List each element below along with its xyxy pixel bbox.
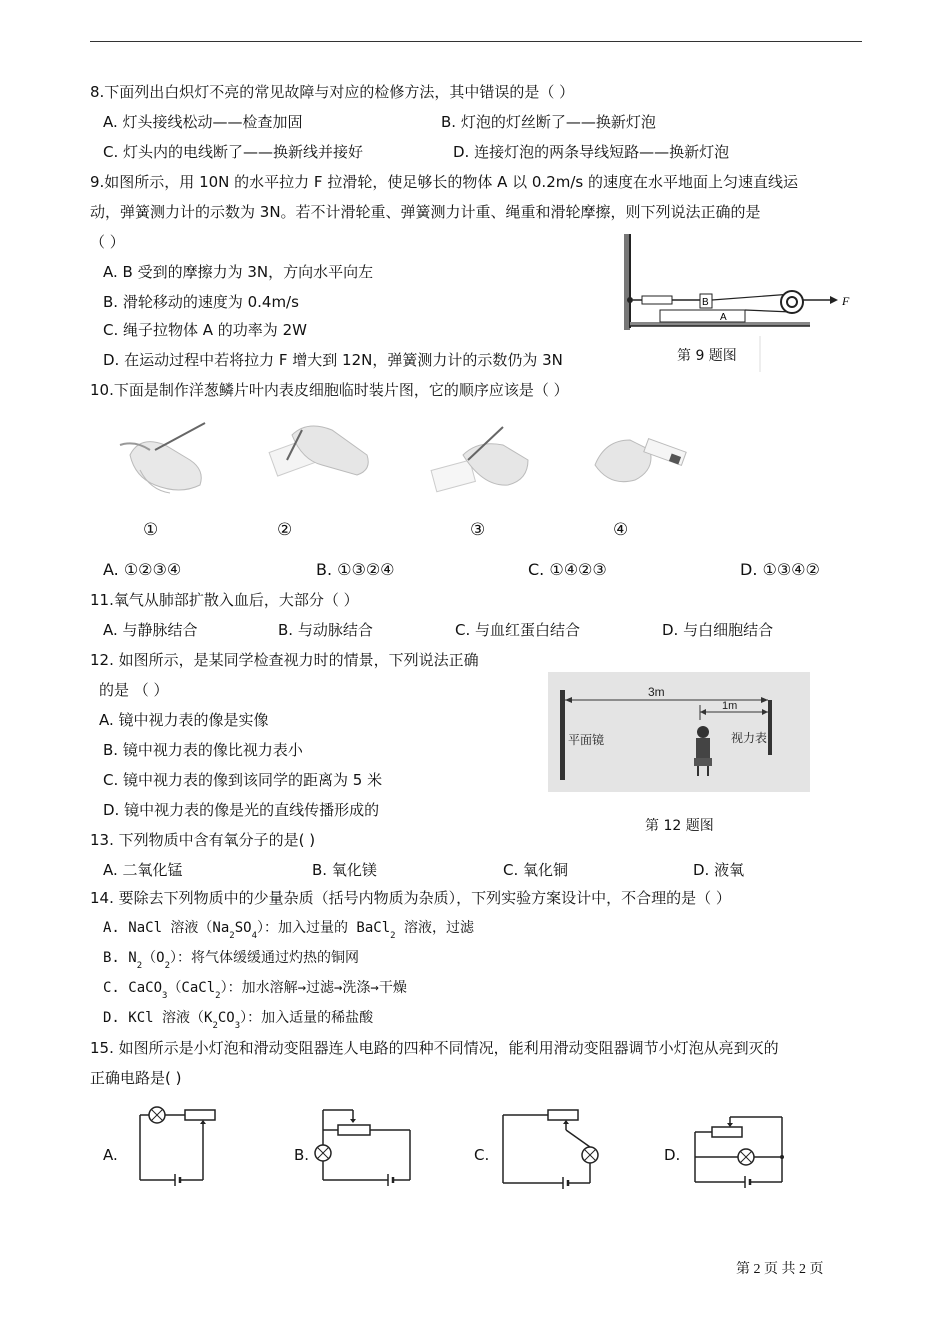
q10-label-3: ③ <box>470 520 486 540</box>
q12-option-b: B. 镜中视力表的像比视力表小 <box>103 741 303 759</box>
q8-option-c: C. 灯头内的电线断了——换新线并接好 <box>103 143 364 161</box>
q9-fig-label-b: B <box>702 297 709 308</box>
q8-option-b: B. 灯泡的灯丝断了——换新灯泡 <box>441 113 656 131</box>
q9-option-d: D. 在运动过程中若将拉力 F 增大到 12N，弹簧测力计的示数仍为 3N <box>103 351 563 369</box>
q9-stem-line1: 9.如图所示，用 10N 的水平拉力 F 拉滑轮，使足够长的物体 A 以 0.2m/s 的速度在水平地面上匀速直线运 <box>90 173 798 191</box>
q9-option-c: C. 绳子拉物体 A 的功率为 2W <box>103 321 307 339</box>
q15-label-c: C. <box>474 1146 490 1164</box>
q13-option-b: B. 氧化镁 <box>312 861 377 879</box>
q14-stem: 14. 要除去下列物质中的少量杂质（括号内物质为杂质），下列实验方案设计中，不合理的是（ ） <box>90 889 731 907</box>
q9-answer-paren: （ ） <box>90 233 125 251</box>
q11-option-b: B. 与动脉结合 <box>278 621 373 639</box>
q10-option-b: B. ①③②④ <box>316 560 395 579</box>
q12-figure-caption: 第 12 题图 <box>645 818 714 834</box>
q15-circuit-a <box>135 1100 225 1195</box>
q12-stem-line1: 12. 如图所示，是某同学检查视力时的情景，下列说法正确 <box>90 651 479 669</box>
q12-fig-mirror: 平面镜 <box>568 733 605 747</box>
q10-step-3-image <box>428 415 533 505</box>
q15-label-d: D. <box>664 1146 681 1164</box>
q10-label-2: ② <box>277 520 293 540</box>
q15-label-a: A. <box>103 1146 118 1164</box>
q15-circuit-b <box>308 1105 418 1195</box>
header-rule <box>90 41 862 42</box>
q12-fig-chart: 视力表 <box>731 731 768 745</box>
q10-label-4: ④ <box>613 520 629 540</box>
q9-option-b: B. 滑轮移动的速度为 0.4m/s <box>103 293 299 311</box>
q14-option-c: C. CaCO$_3$（CaCl$_2$）：加水溶解→过滤→洗涤→干燥 <box>103 980 407 1001</box>
q9-fig-label-f: F <box>842 294 850 308</box>
q12-option-c: C. 镜中视力表的像到该同学的距离为 5 米 <box>103 771 383 789</box>
q11-stem: 11.氧气从肺部扩散入血后，大部分（ ） <box>90 591 359 609</box>
q10-option-a: A. ①②③④ <box>103 560 182 579</box>
q12-fig-1m: 1m <box>722 700 738 712</box>
q10-step-2-image <box>262 415 377 505</box>
q12-stem-line2: 的是 （ ） <box>99 681 169 699</box>
q10-step-4-image <box>590 415 700 505</box>
q12-figure <box>548 672 810 792</box>
q15-label-b: B. <box>294 1146 310 1164</box>
q15-circuit-d <box>690 1112 790 1197</box>
q13-option-a: A. 二氧化锰 <box>103 861 183 879</box>
q10-label-1: ① <box>143 520 159 540</box>
q13-stem: 13. 下列物质中含有氧分子的是( ) <box>90 831 316 849</box>
q15-stem-line2: 正确电路是( ) <box>90 1069 182 1087</box>
q9-figure-caption: 第 9 题图 <box>677 348 737 364</box>
q14-option-a: A. NaCl 溶液$(Na_2SO_4)$：加入过量的 BaCl$_2$ 溶液，过滤 <box>103 920 475 941</box>
q15-stem-line1: 15. 如图所示是小灯泡和滑动变阻器连人电路的四种不同情况，能利用滑动变阻器调节小灯泡从亮到灭的 <box>90 1039 779 1057</box>
q11-option-a: A. 与静脉结合 <box>103 621 198 639</box>
q10-stem: 10.下面是制作洋葱鳞片叶内表皮细胞临时装片图，它的顺序应该是（ ） <box>90 381 569 399</box>
q9-stem-line2: 动，弹簧测力计的示数为 3N。若不计滑轮重、弹簧测力计重、绳重和滑轮摩擦，则下列说法正确的是 <box>90 203 761 221</box>
q14-option-d: D. KCl 溶液$(K_2CO_3)$：加入适量的稀盐酸 <box>103 1010 374 1031</box>
q9-fig-label-a: A <box>720 312 727 323</box>
q12-option-a: A. 镜中视力表的像是实像 <box>99 711 269 729</box>
q13-option-c: C. 氧化铜 <box>503 861 569 879</box>
q13-option-d: D. 液氧 <box>693 861 745 879</box>
q8-stem: 8.下面列出白炽灯不亮的常见故障与对应的检修方法，其中错误的是（ ） <box>90 83 575 101</box>
q10-option-d: D. ①③④② <box>740 560 820 579</box>
q9-option-a: A. B 受到的摩擦力为 3N，方向水平向左 <box>103 263 374 281</box>
q15-circuit-c <box>498 1105 608 1195</box>
q9-figure <box>612 232 862 372</box>
q12-fig-3m: 3m <box>648 685 665 699</box>
q14-option-b: B. $N_2(O_2)$：将气体缓缓通过灼热的铜网 <box>103 950 359 971</box>
q11-option-c: C. 与血红蛋白结合 <box>455 621 581 639</box>
q8-option-d: D. 连接灯泡的两条导线短路——换新灯泡 <box>453 143 730 161</box>
q8-option-a: A. 灯头接线松动——检查加固 <box>103 113 303 131</box>
q11-option-d: D. 与白细胞结合 <box>662 621 774 639</box>
q10-option-c: C. ①④②③ <box>528 560 607 579</box>
q10-step-1-image <box>110 415 220 505</box>
page-footer: 第 2 页 共 2 页 <box>736 1262 824 1277</box>
q12-option-d: D. 镜中视力表的像是光的直线传播形成的 <box>103 801 380 819</box>
